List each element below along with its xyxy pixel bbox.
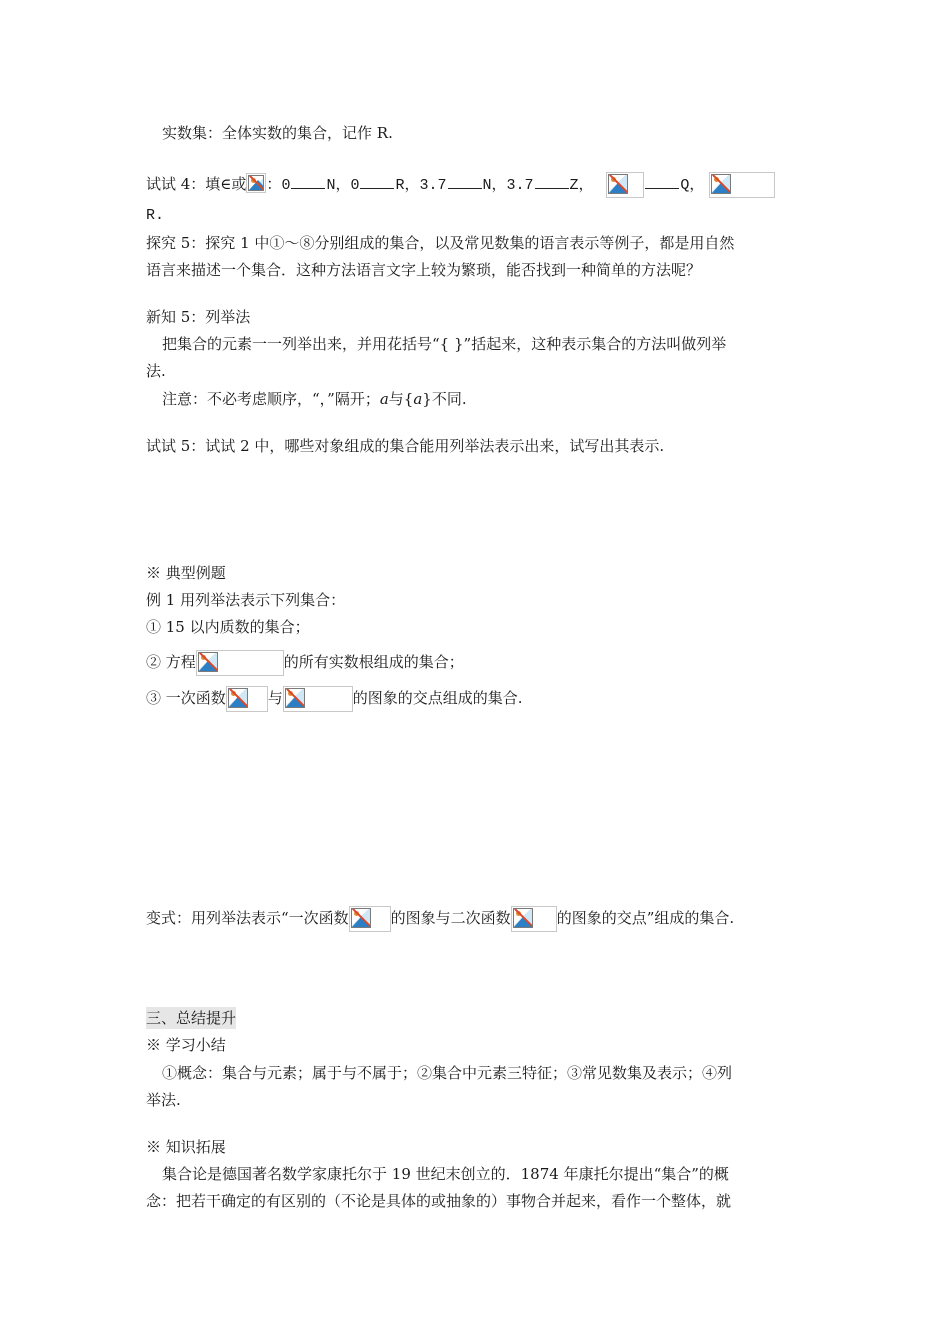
math-expression-image bbox=[606, 172, 644, 198]
learning-summary-heading: ※ 学习小结 bbox=[146, 1036, 226, 1054]
knowledge-extension-heading: ※ 知识拓展 bbox=[146, 1138, 226, 1156]
try-4-item: 3.7 bbox=[506, 177, 534, 194]
math-expression-image bbox=[709, 172, 775, 198]
item-3-suffix: 的图象的交点组成的集合. bbox=[352, 689, 523, 707]
try-4-colon: ： bbox=[266, 175, 282, 193]
answer-blank[interactable] bbox=[360, 174, 394, 189]
new-knowledge-5-title: 新知 5：列举法 bbox=[146, 308, 251, 326]
note-a: a bbox=[379, 390, 389, 408]
example-1-item-2 bbox=[146, 650, 464, 676]
typical-examples-heading: ※ 典型例题 bbox=[146, 564, 226, 582]
item-3-prefix: ③ 一次函数 bbox=[146, 689, 226, 707]
try-4-label: 试试 4：填∈或 bbox=[146, 175, 247, 193]
variant-mid: 的图象与二次函数 bbox=[390, 909, 511, 927]
try-4-item: Z， bbox=[569, 177, 594, 194]
item-2-prefix: ② 方程 bbox=[146, 653, 196, 671]
variant-prefix: 变式：用列举法表示“一次函数 bbox=[146, 909, 349, 927]
note-line bbox=[162, 388, 467, 410]
note-end: }不同. bbox=[422, 390, 467, 408]
real-number-set-line: 实数集：全体实数的集合，记作 R. bbox=[162, 124, 393, 142]
try-4-item: Q， bbox=[680, 177, 705, 194]
try-4-item: N， bbox=[482, 177, 507, 194]
variant-line bbox=[146, 906, 734, 932]
summary-line-1: ①概念：集合与元素；属于与不属于；②集合中元素三特征；③常见数集及表示；④列 bbox=[162, 1064, 733, 1082]
equation-image bbox=[196, 650, 284, 676]
try-4-item: 0 bbox=[350, 177, 360, 194]
example-1-item-3 bbox=[146, 686, 523, 712]
note-a2: a bbox=[413, 390, 423, 408]
linear-function-image bbox=[349, 906, 391, 932]
linear-function-image bbox=[226, 686, 268, 712]
explore-5-line-1: 探究 5：探究 1 中①～⑧分别组成的集合，以及常见数集的语言表示等例子，都是用自然 bbox=[146, 234, 735, 252]
answer-blank[interactable] bbox=[645, 174, 679, 189]
try-4-item: 0 bbox=[281, 177, 291, 194]
quadratic-function-image bbox=[511, 906, 557, 932]
function-image bbox=[283, 686, 353, 712]
example-1-item-1: ① 15 以内质数的集合； bbox=[146, 618, 310, 636]
summary-section-title: 三、总结提升 bbox=[146, 1009, 237, 1027]
notin-symbol-image bbox=[246, 173, 266, 193]
list-method-line-2: 法. bbox=[146, 362, 166, 380]
note-mid: 与{ bbox=[388, 390, 414, 408]
try-4-line bbox=[146, 172, 775, 198]
extension-line-2: 念：把若干确定的有区别的（不论是具体的或抽象的）事物合并起来，看作一个整体，就 bbox=[146, 1192, 732, 1210]
item-2-suffix: 的所有实数根组成的集合； bbox=[283, 653, 464, 671]
list-method-line-1: 把集合的元素一一列举出来，并用花括号“{ }”括起来，这种表示集合的方法叫做列举 bbox=[162, 335, 727, 353]
answer-blank[interactable] bbox=[448, 174, 482, 189]
example-1-title: 例 1 用列举法表示下列集合： bbox=[146, 591, 346, 609]
item-3-mid: 与 bbox=[267, 689, 283, 707]
summary-line-2: 举法. bbox=[146, 1091, 181, 1109]
note-prefix: 注意：不必考虑顺序，“，”隔开； bbox=[162, 390, 380, 408]
try-4-item: N， bbox=[326, 177, 351, 194]
try-4-item: 3.7 bbox=[419, 177, 447, 194]
try-4-tail: R. bbox=[146, 207, 165, 224]
answer-blank[interactable] bbox=[535, 174, 569, 189]
explore-5-line-2: 语言来描述一个集合．这种方法语言文字上较为繁琐，能否找到一种简单的方法呢？ bbox=[146, 261, 702, 279]
try-4-item: R， bbox=[395, 177, 420, 194]
answer-blank[interactable] bbox=[291, 174, 325, 189]
variant-suffix: 的图象的交点”组成的集合. bbox=[556, 909, 735, 927]
extension-line-1: 集合论是德国著名数学家康托尔于 19 世纪末创立的．1874 年康托尔提出“集合”的概 bbox=[162, 1165, 729, 1183]
try-5-line: 试试 5：试试 2 中，哪些对象组成的集合能用列举法表示出来，试写出其表示. bbox=[146, 437, 665, 455]
